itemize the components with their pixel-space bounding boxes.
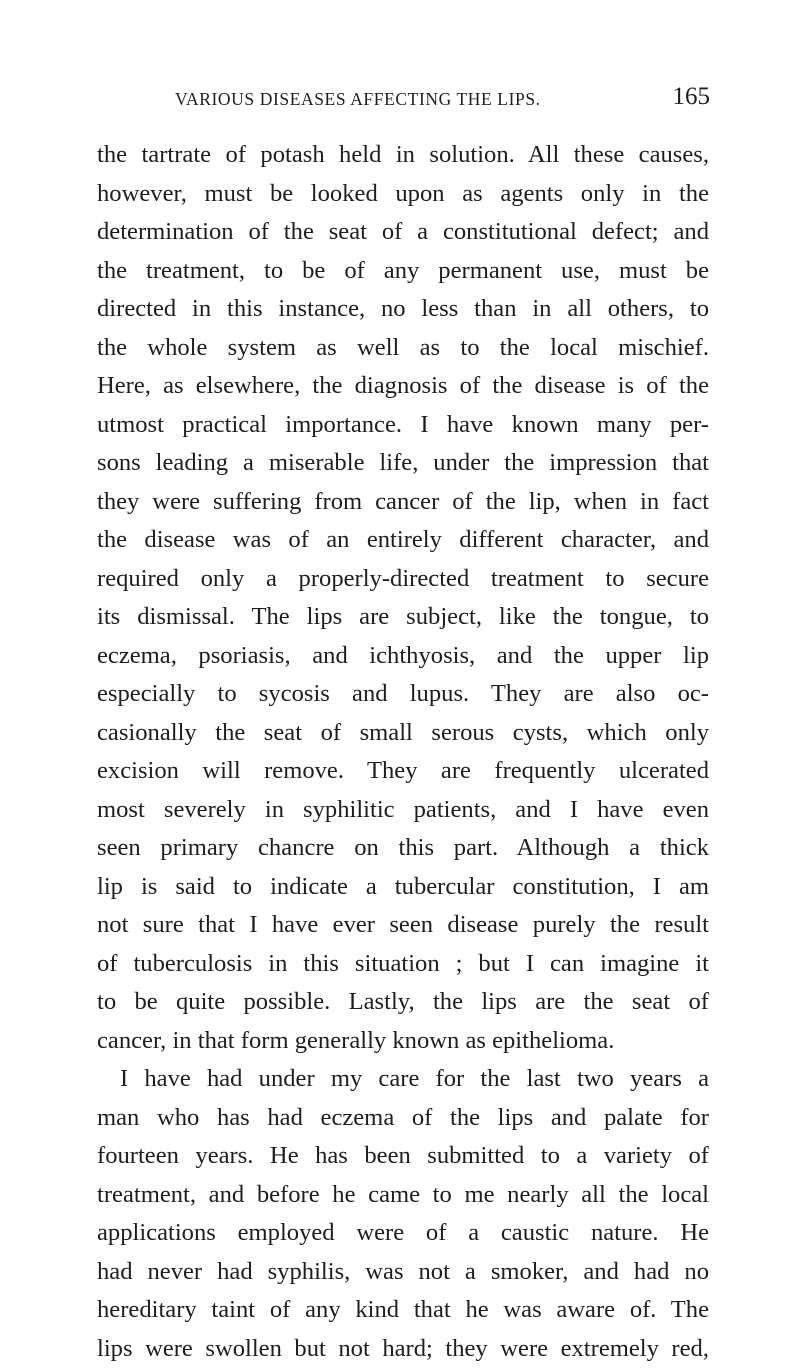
paragraph — [97, 136, 709, 1060]
page-number: 165 — [673, 83, 711, 111]
text-line: the whole system as well as to the local mischief. — [97, 329, 709, 368]
text-line: applications employed were of a caustic nature. He — [97, 1214, 709, 1253]
text-line: of tuberculosis in this situation ; but I can imagine it — [97, 945, 709, 984]
text-line: sons leading a miserable life, under the impression that — [97, 444, 709, 483]
text-line: had never had syphilis, was not a smoker, and had no — [97, 1253, 709, 1292]
text-line: fourteen years. He has been submitted to a variety of — [97, 1137, 709, 1176]
text-line: lip is said to indicate a tubercular constitution, I am — [97, 868, 709, 907]
text-line: treatment, and before he came to me nearly all the local — [97, 1176, 709, 1215]
text-line: its dismissal. The lips are subject, like the tongue, to — [97, 598, 709, 637]
text-line: Here, as elsewhere, the diagnosis of the disease is of the — [97, 367, 709, 406]
text-line: to be quite possible. Lastly, the lips are the seat of — [97, 983, 709, 1022]
text-line: excision will remove. They are frequently ulcerated — [97, 752, 709, 791]
running-header — [175, 83, 710, 119]
text-line: most severely in syphilitic patients, and I have even — [97, 791, 709, 830]
text-line: I have had under my care for the last two years a — [97, 1060, 709, 1099]
text-line: the disease was of an entirely different character, and — [97, 521, 709, 560]
text-line: not sure that I have ever seen disease purely the result — [97, 906, 709, 945]
text-line: directed in this instance, no less than in all others, to — [97, 290, 709, 329]
text-line: seen primary chancre on this part. Although a thick — [97, 829, 709, 868]
text-line: eczema, psoriasis, and ichthyosis, and the upper lip — [97, 637, 709, 676]
text-line: lips were swollen but not hard; they were extremely red, — [97, 1330, 709, 1368]
text-line: especially to sycosis and lupus. They are also oc- — [97, 675, 709, 714]
paragraph — [97, 1060, 709, 1368]
text-line: man who has had eczema of the lips and palate for — [97, 1099, 709, 1138]
text-line: the tartrate of potash held in solution. All these causes, — [97, 136, 709, 175]
text-line: required only a properly-directed treatment to secure — [97, 560, 709, 599]
text-line: hereditary taint of any kind that he was aware of. The — [97, 1291, 709, 1330]
body-text — [97, 136, 709, 1368]
text-line: the treatment, to be of any permanent use, must be — [97, 252, 709, 291]
text-line: however, must be looked upon as agents only in the — [97, 175, 709, 214]
running-title: VARIOUS DISEASES AFFECTING THE LIPS. — [175, 89, 541, 110]
text-line: utmost practical importance. I have known many per- — [97, 406, 709, 445]
text-line: casionally the seat of small serous cysts, which only — [97, 714, 709, 753]
text-line: they were suffering from cancer of the lip, when in fact — [97, 483, 709, 522]
text-line: determination of the seat of a constitutional defect; and — [97, 213, 709, 252]
text-line: cancer, in that form generally known as epithelioma. — [97, 1022, 709, 1061]
